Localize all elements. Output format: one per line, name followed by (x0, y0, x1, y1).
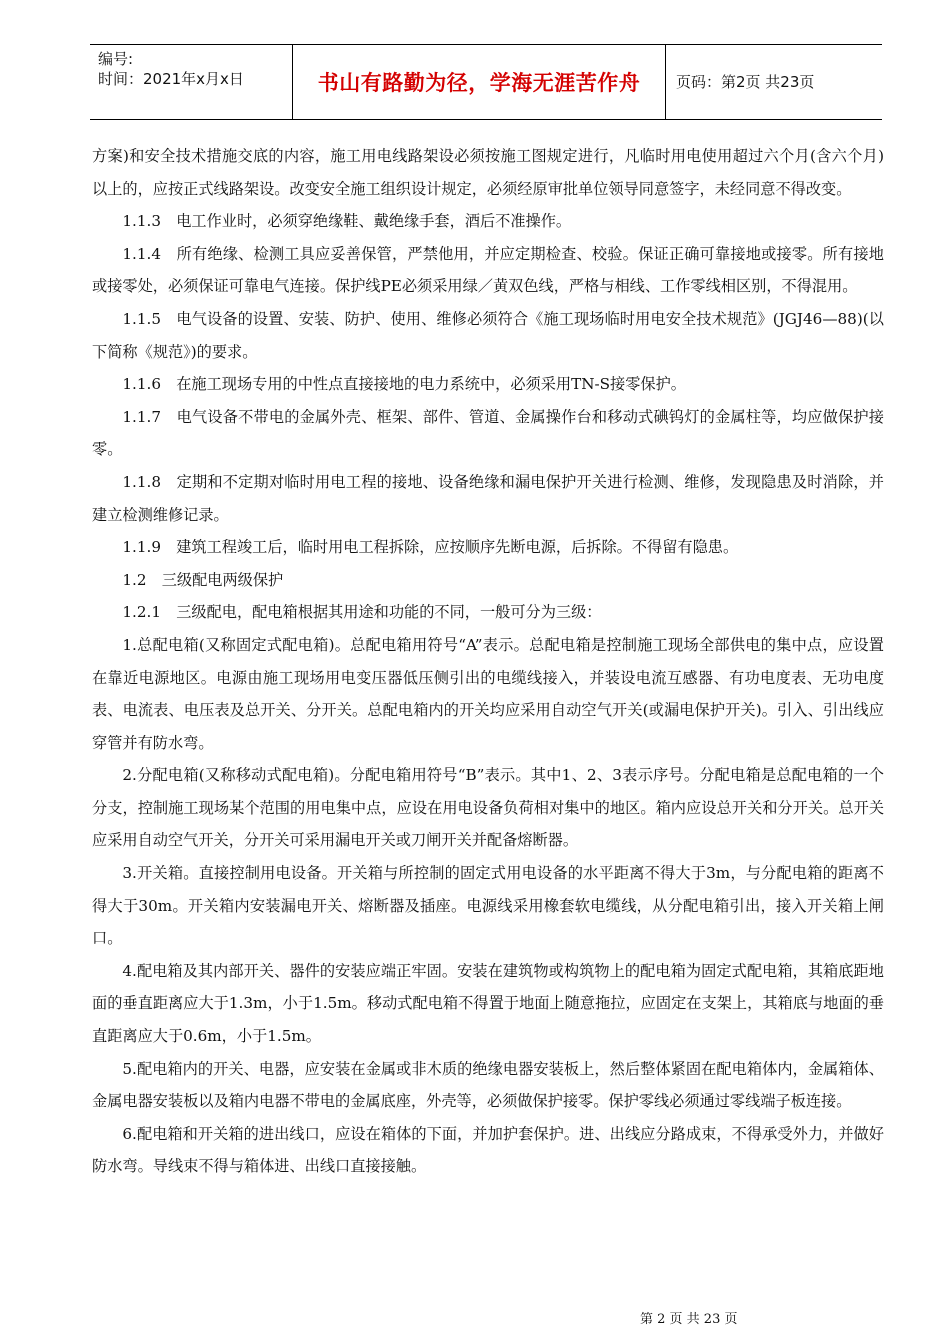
paragraph: 1.1.9 建筑工程竣工后，临时用电工程拆除，应按顺序先断电源，后拆除。不得留有隐患。 (122, 538, 739, 557)
motto-text: 书山有路勤为径，学海无涯苦作舟 (317, 71, 641, 95)
paragraph: 1.1.4 所有绝缘、检测工具应妥善保管，严禁他用，并应定期检查、校验。保证正确可靠接地或接零。所有接地或接零处，必须保证可靠电气连接。保护线PE必须采用绿／黄双色线，严格与相线、工作零线相区别，不得混用。 (92, 244, 884, 296)
paragraph: 1.1.6 在施工现场专用的中性点直接接地的电力系统中，必须采用TN-S接零保护。 (122, 375, 686, 394)
page-footer (0, 1308, 950, 1328)
page-number-label: 页码：第2页 共23页 (676, 73, 815, 91)
time-label: 时间：2021年x月x日 (98, 70, 244, 88)
list-item: 3.开关箱。直接控制用电设备。开关箱与所控制的固定式用电设备的水平距离不得大于3m，与分配电箱的距离不得大于30m。开关箱内安装漏电开关、熔断器及插座。电源线采用橡套软电缆线，从分配电箱引出，接入开关箱上闸口。 (92, 864, 884, 948)
footer-page-number: 第 2 页 共 23 页 (640, 1312, 738, 1327)
list-item: 4.配电箱及其内部开关、器件的安装应端正牢固。安装在建筑物或构筑物上的配电箱为固定式配电箱，其箱底距地面的垂直距离应大于1.3m，小于1.5m。移动式配电箱不得置于地面上随意拖拉，应固定在支架上，其箱底与地面的垂直距离应大于0.6m，小于1.5m。 (92, 961, 884, 1046)
paragraph: 1.1.7 电气设备不带电的金属外壳、框架、部件、管道、金属操作台和移动式碘钨灯的金属柱等，均应做保护接零。 (92, 407, 884, 459)
list-item: 1.总配电箱(又称固定式配电箱)。总配电箱用符号“A”表示。总配电箱是控制施工现场全部供电的集中点，应设置在靠近电源地区。电源由施工现场用电变压器低压侧引出的电缆线接入，并装设电流互感器、有功电度表、无功电度表、电流表、电压表及总开关、分开关。总配电箱内的开关均应采用自动空气开关(或漏电保护开关)。引入、引出线应穿管并有防水弯。 (92, 635, 884, 752)
header-page-cell (666, 45, 882, 119)
header-motto-cell (293, 45, 666, 119)
paragraph: 1.1.8 定期和不定期对临时用电工程的接地、设备绝缘和漏电保护开关进行检测、维修，发现隐患及时消除，并建立检测维修记录。 (92, 472, 884, 524)
paragraph: 方案)和安全技术措施交底的内容，施工用电线路架设必须按施工图规定进行，凡临时用电使用超过六个月(含六个月)以上的，应按正式线路架设。改变安全施工组织设计规定，必须经原审批单位领导同意签字，未经同意不得改变。 (92, 147, 884, 198)
list-item: 2.分配电箱(又称移动式配电箱)。分配电箱用符号“B”表示。其中1、2、3表示序号。分配电箱是总配电箱的一个分支，控制施工现场某个范围的用电集中点，应设在用电设备负荷相对集中的地区。箱内应设总开关和分开关。总开关应采用自动空气开关，分开关可采用漏电开关或刀闸开关并配备熔断器。 (92, 766, 884, 850)
page-header (90, 44, 882, 120)
header-meta (90, 45, 293, 119)
paragraph: 1.2.1 三级配电，配电箱根据其用途和功能的不同，一般可分为三级： (122, 603, 602, 622)
paragraph: 1.1.3 电工作业时，必须穿绝缘鞋、戴绝缘手套，酒后不准操作。 (122, 212, 572, 231)
list-item: 6.配电箱和开关箱的进出线口，应设在箱体的下面，并加护套保护。进、出线应分路成束，不得承受外力，并做好防水弯。导线束不得与箱体进、出线口直接接触。 (92, 1124, 884, 1176)
paragraph: 1.1.5 电气设备的设置、安装、防护、使用、维修必须符合《施工现场临时用电安全技术规范》(JGJ46—88)(以下简称《规范》)的要求。 (92, 309, 884, 361)
number-label: 编号: (98, 50, 134, 68)
section-heading: 1.2 三级配电两级保护 (122, 570, 284, 589)
list-item: 5.配电箱内的开关、电器，应安装在金属或非木质的绝缘电器安装板上，然后整体紧固在配电箱体内，金属箱体、金属电器安装板以及箱内电器不带电的金属底座，外壳等，必须做保护接零。保护零线必须通过零线端子板连接。 (92, 1059, 884, 1111)
document-body (92, 140, 884, 1183)
